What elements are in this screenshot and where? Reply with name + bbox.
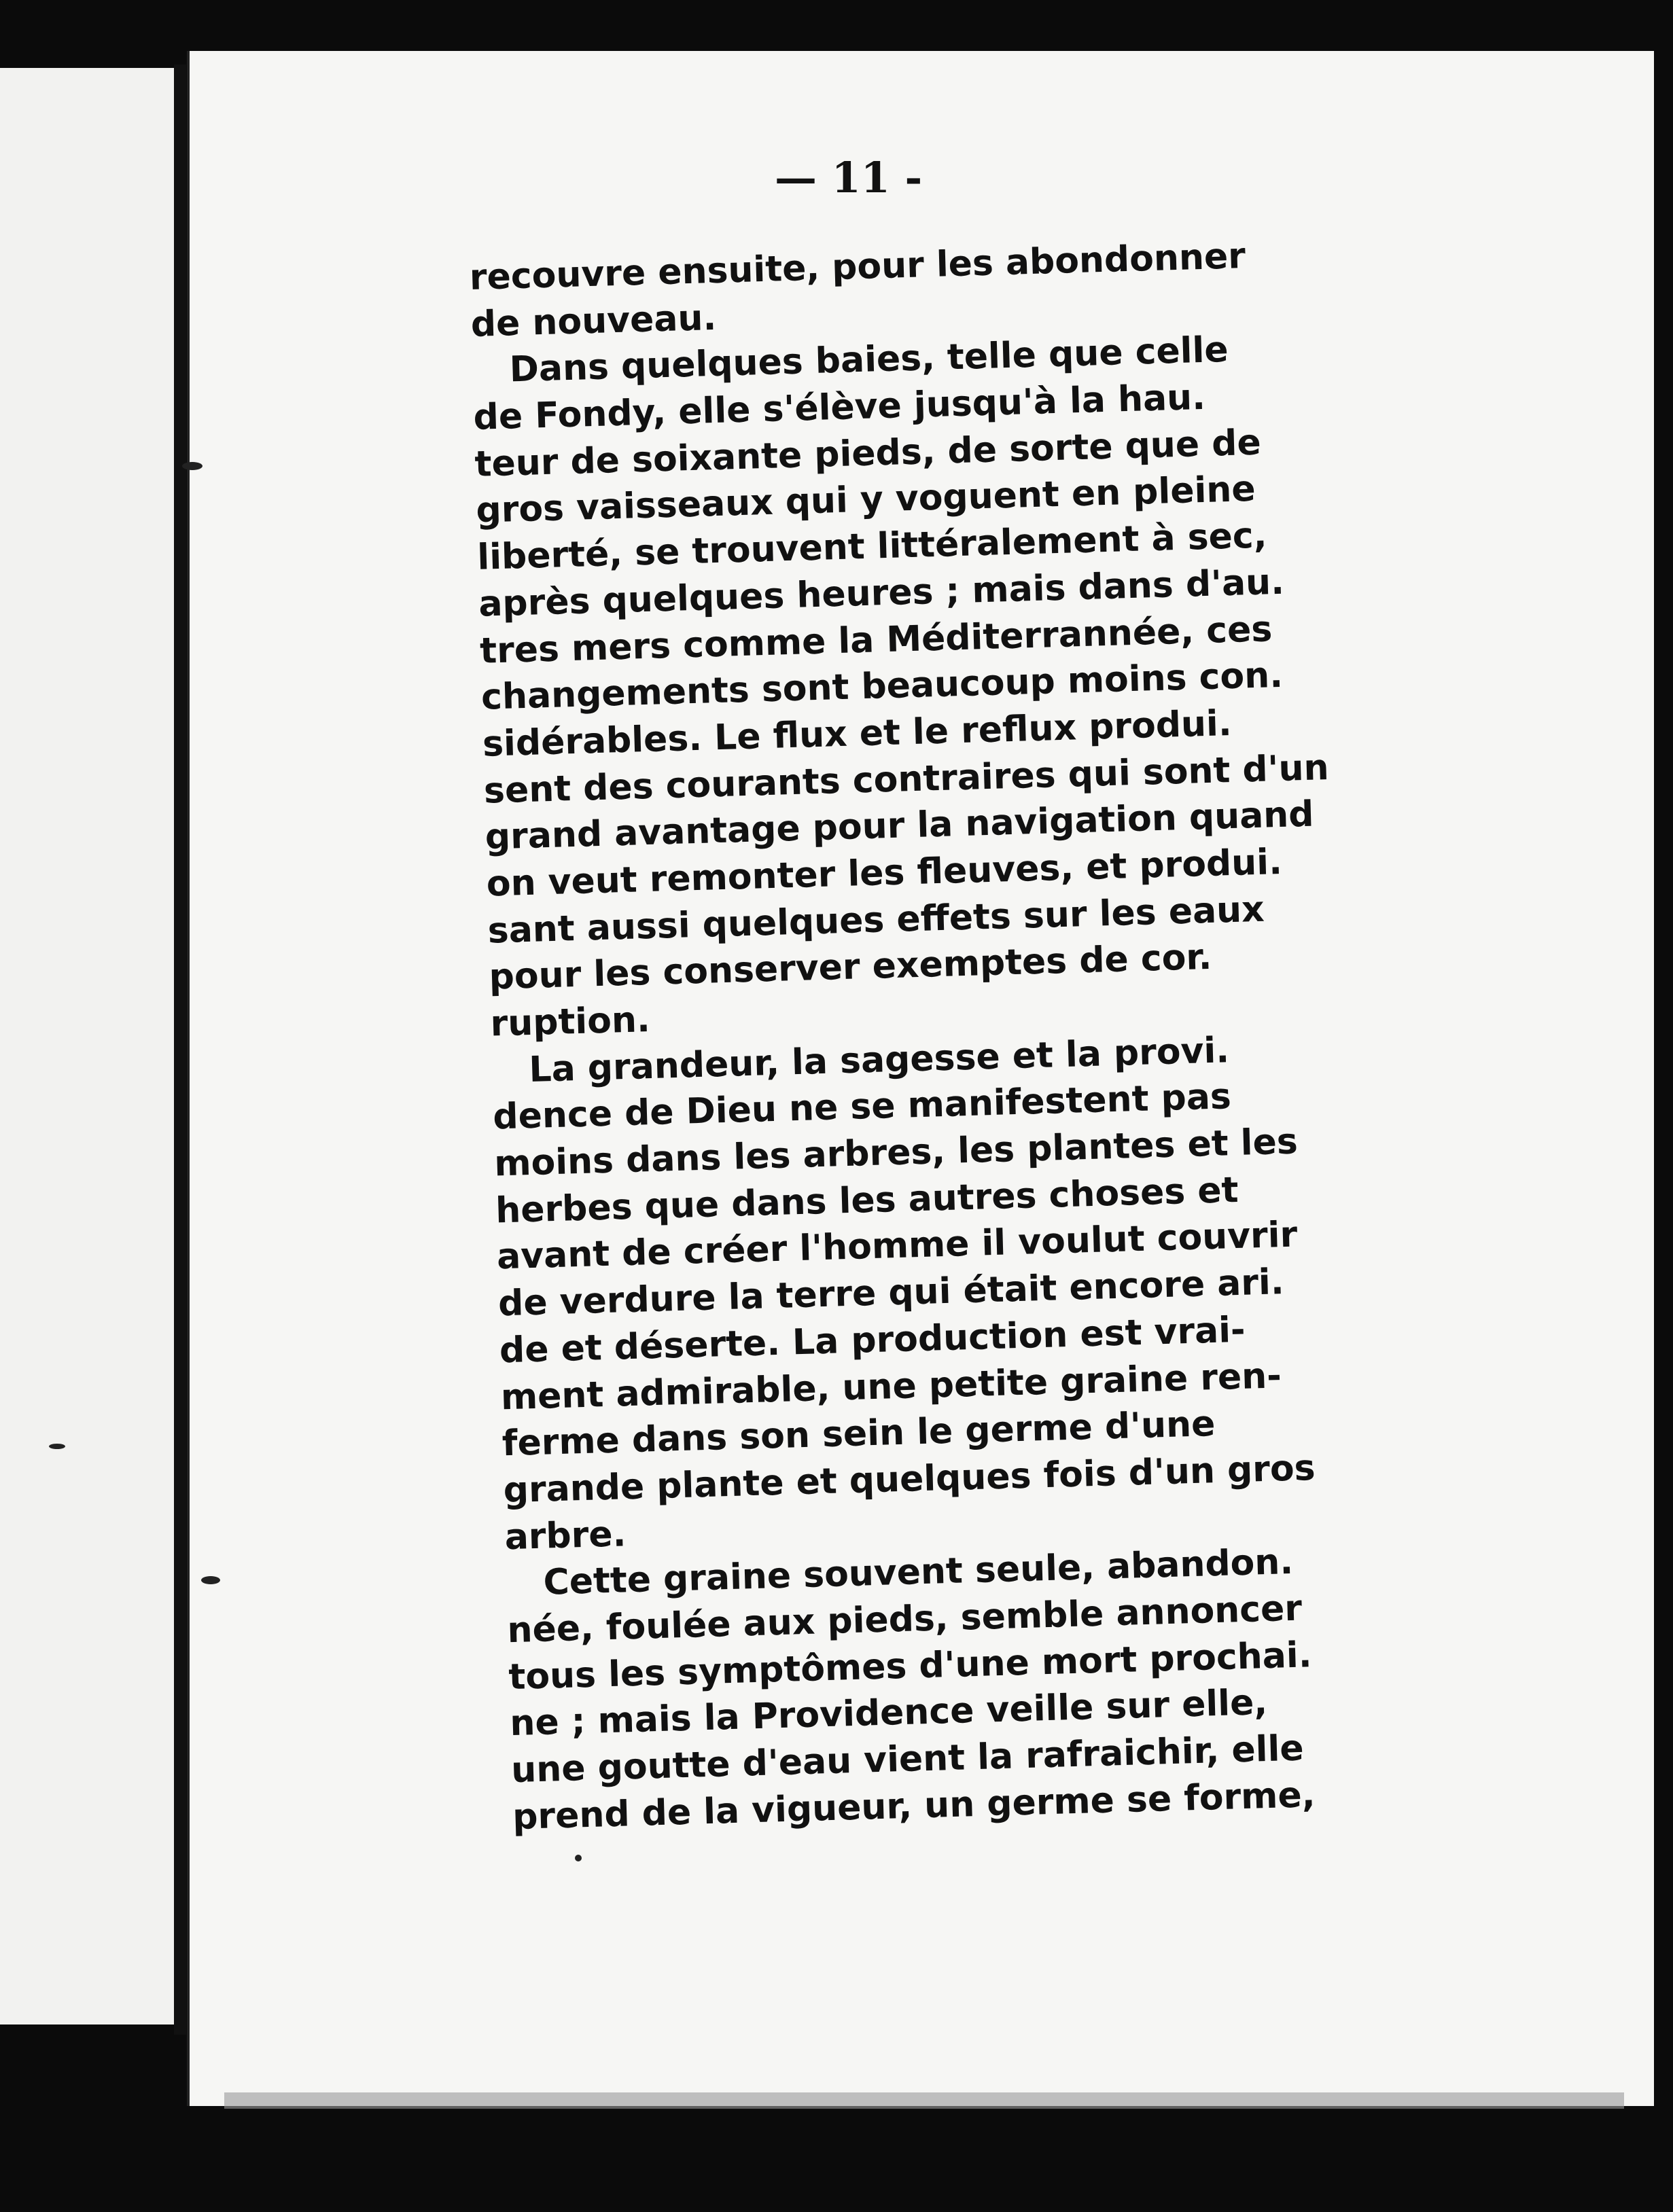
text-line: teur de soixante pieds, de sorte que de bbox=[474, 422, 1262, 485]
text-line: tous les symptômes d'une mort prochai. bbox=[508, 1634, 1313, 1698]
text-line: grande plante et quelques fois d'un gros bbox=[502, 1447, 1316, 1512]
text-line: tres mers comme la Méditerrannée, ces bbox=[479, 608, 1273, 672]
ink-speck bbox=[182, 462, 202, 470]
text-line: ferme dans son sein le germe d'une bbox=[501, 1404, 1216, 1465]
page-bottom-shadow bbox=[224, 2092, 1624, 2109]
text-line: arbre. bbox=[504, 1513, 627, 1558]
book-spine bbox=[174, 65, 186, 2035]
text-line: née, foulée aux pieds, semble annoncer bbox=[506, 1588, 1303, 1652]
text-line: Dans quelques baies, telle que celle bbox=[508, 329, 1229, 391]
text-line: de Fondy, elle s'élève jusqu'à la hau. bbox=[472, 376, 1206, 438]
text-line: La grandeur, la sagesse et la provi. bbox=[528, 1029, 1230, 1090]
text-line: herbes que dans les autres choses et bbox=[495, 1169, 1239, 1232]
text-line: ment admirable, une petite graine ren- bbox=[500, 1355, 1282, 1418]
text-line: dence de Dieu ne se manifestent pas bbox=[492, 1076, 1232, 1138]
text-line: pour les conserver exemptes de cor. bbox=[488, 937, 1213, 998]
ink-speck bbox=[201, 1576, 220, 1584]
text-line: ne ; mais la Providence veille sur elle, bbox=[509, 1682, 1268, 1745]
text-line: sant aussi quelques effets sur les eaux bbox=[487, 889, 1265, 952]
text-line: grand avantage pour la navigation quand bbox=[485, 793, 1315, 858]
left-page-edge bbox=[0, 68, 183, 2024]
text-line: après quelques heures ; mais dans d'au. bbox=[478, 561, 1285, 625]
body-text bbox=[469, 231, 1356, 1840]
text-line: on veut remonter les fleuves, et produi. bbox=[486, 841, 1283, 905]
text-line: ruption. bbox=[489, 999, 651, 1045]
text-line: de nouveau. bbox=[470, 297, 717, 345]
text-line: de et déserte. La production est vrai- bbox=[499, 1309, 1246, 1372]
page-number: — 11 - bbox=[775, 153, 923, 202]
ink-speck bbox=[49, 1444, 65, 1449]
text-line: sidérables. Le flux et le reflux produi. bbox=[482, 702, 1233, 765]
text-line: Cette graine souvent seule, abandon. bbox=[542, 1541, 1294, 1603]
text-line: gros vaisseaux qui y voguent en pleine bbox=[475, 469, 1256, 532]
text-line: moins dans les arbres, les plantes et les bbox=[493, 1121, 1299, 1185]
text-line: changements sont beaucoup moins con. bbox=[480, 654, 1284, 718]
text-line: liberté, se trouvent littéralement à sec, bbox=[476, 515, 1268, 578]
text-line: de verdure la terre qui était encore ari. bbox=[497, 1262, 1285, 1325]
text-line: recouvre ensuite, pour les abondonner bbox=[469, 236, 1246, 298]
text-line: sent des courants contraires qui sont d'un bbox=[483, 747, 1330, 812]
text-line: une goutte d'eau vient la rafraichir, elle bbox=[510, 1728, 1305, 1791]
text-line: prend de la vigueur, un germe se forme, bbox=[512, 1774, 1316, 1838]
text-line: avant de créer l'homme il voulut couvrir bbox=[496, 1214, 1299, 1278]
ink-speck bbox=[575, 1855, 582, 1861]
